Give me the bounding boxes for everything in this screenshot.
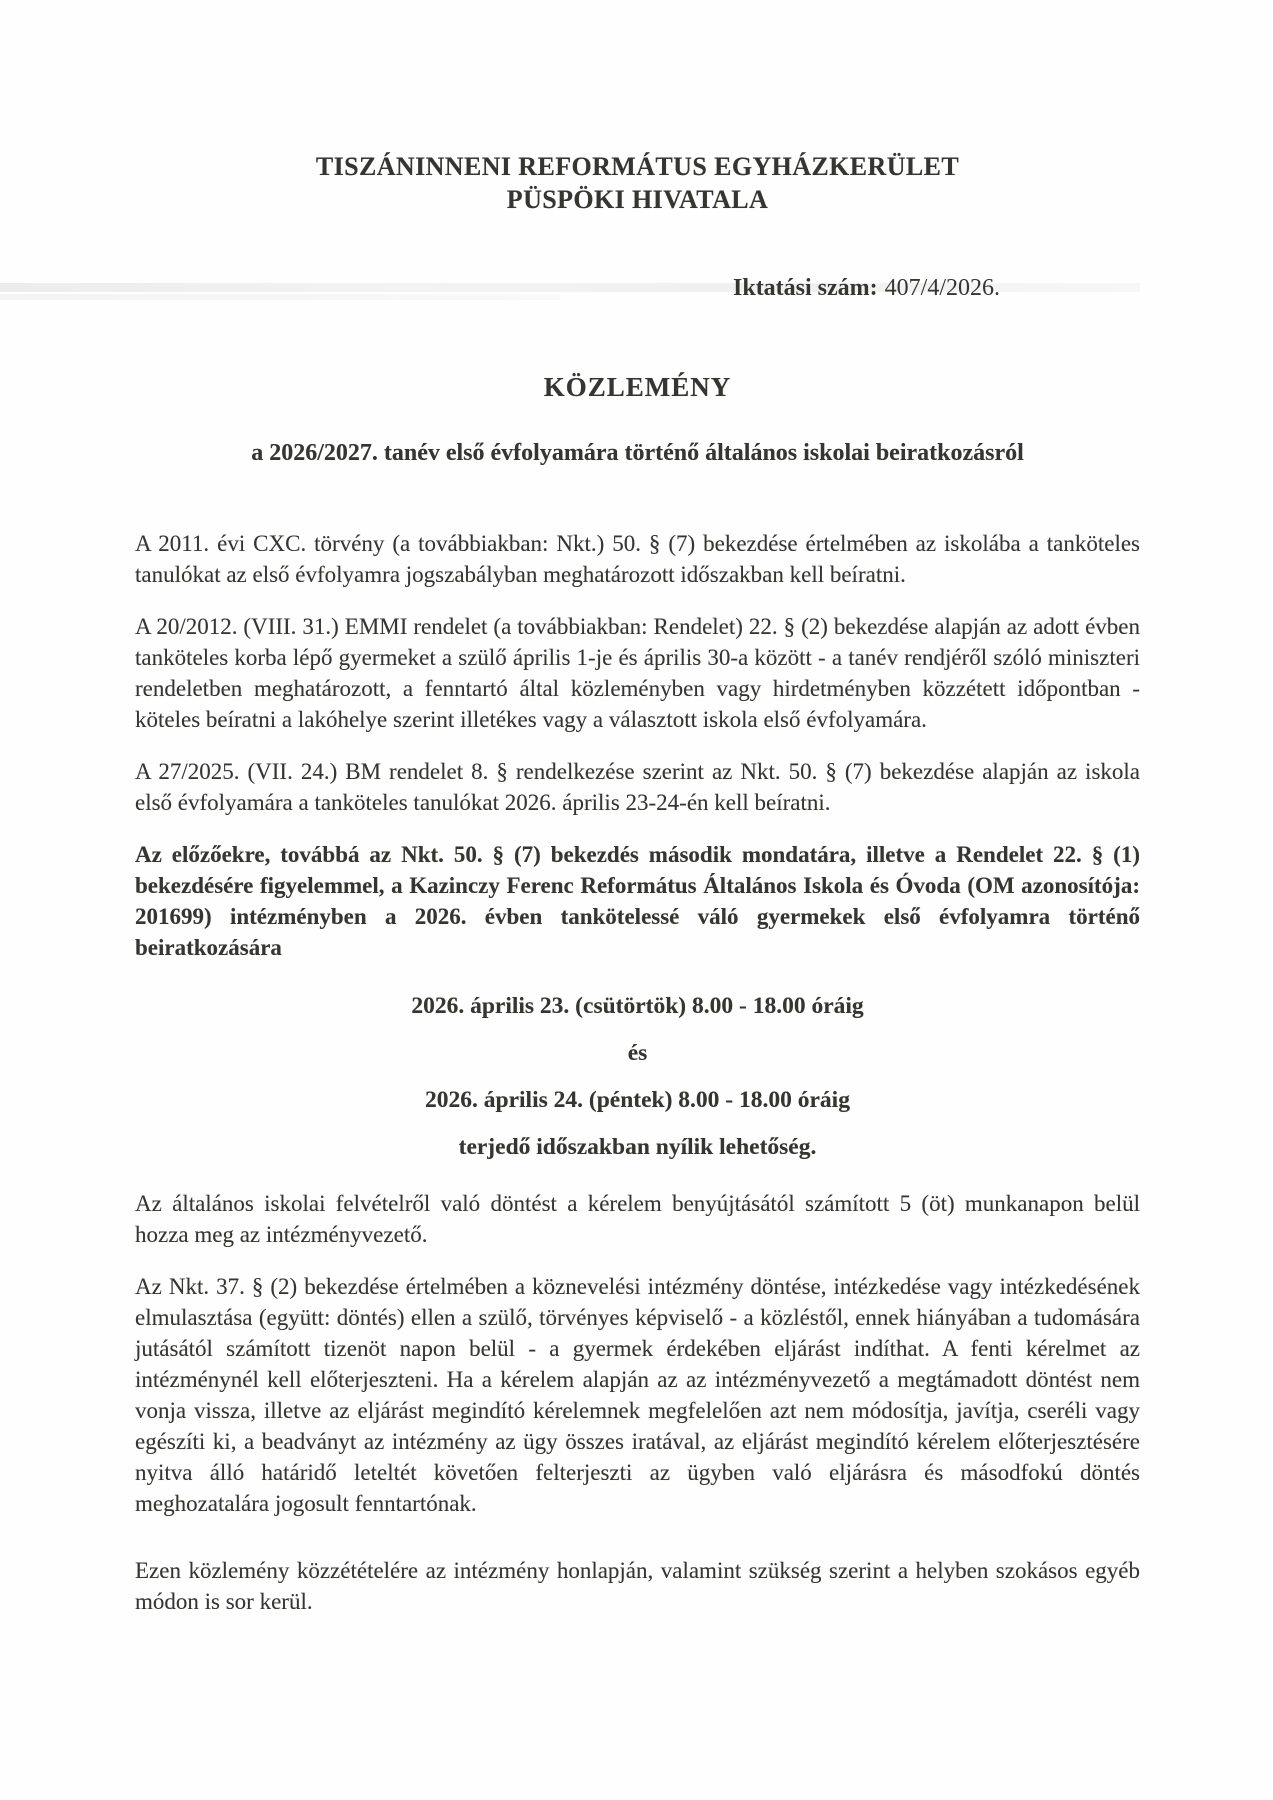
letterhead-office-name: PÜSPÖKI HIVATALA xyxy=(506,185,769,214)
letterhead xyxy=(135,150,1140,216)
paragraph-appeal-procedure: Az Nkt. 37. § (2) bekezdése értelmében a köznevelési intézmény döntése, intézkedése vagy intézkedésének elmulasztása (együtt: döntés) ellen a szülő, törvényes képviselő - a közléstől, ennek hiányában a tudomására jutásától számított tizenöt napon belül - a gyermek érdekében eljárást indíthat. A fenti kérelmet az intézménynél kell előterjeszteni. Ha a kérelem alapján az az intézményvezető a megtámadott döntést nem vonja vissza, illetve az eljárást megindító kérelemnek megfelelően azt nem módosítja, javítja, cseréli vagy egészíti ki, a beadványt az intézmény az ügy összes iratával, az eljárást megindító kérelem előterjesztésére nyitva álló határidő leteltét követően felterjeszti az ügyben való eljárásra és másodfokú döntés meghozatalára jogosult fenntartónak. xyxy=(135,1274,1140,1516)
paragraph-bm-decree: A 27/2025. (VII. 24.) BM rendelet 8. § rendelkezése szerint az Nkt. 50. § (7) bekezdése alapján az iskola első évfolyamára a tanköteles tanulókat 2026. április 23-24-én kell beíratni. xyxy=(135,759,1140,815)
schedule-closing: terjedő időszakban nyílik lehetőség. xyxy=(458,1134,817,1160)
paragraph-law-cxc: A 2011. évi CXC. törvény (a továbbiakban: Nkt.) 50. § (7) bekezdése értelmében az iskolába a tanköteles tanulókat az első évfolyamra jogszabályban meghatározott időszakban kell beíratni. xyxy=(135,531,1140,587)
letterhead-org-name: TISZÁNINNENI REFORMÁTUS EGYHÁZKERÜLET xyxy=(315,152,960,181)
paragraph-emmi-decree: A 20/2012. (VIII. 31.) EMMI rendelet (a továbbiakban: Rendelet) 22. § (2) bekezdése alapján az adott évben tanköteles korba lépő gyermeket a szülő április 1-je és április 30-a között - a tanév rendjéről szóló miniszteri rendeletben meghatározott, a fenntartó által közleményben vagy hirdetményben közzétett időpontban - köteles beíratni a lakóhelye szerint illetékes vagy a választott iskola első évfolyamára. xyxy=(135,614,1140,732)
schedule-date-2: 2026. április 24. (péntek) 8.00 - 18.00 óráig xyxy=(425,1087,850,1113)
registration-number-line xyxy=(135,274,1140,302)
document-title: KÖZLEMÉNY xyxy=(543,372,732,402)
document-content xyxy=(135,150,1140,1617)
schedule-date-1: 2026. április 23. (csütörtök) 8.00 - 18.00 óráig xyxy=(411,993,864,1019)
registration-number-label: Iktatási szám: xyxy=(733,275,878,301)
document-subtitle: a 2026/2027. tanév első évfolyamára történő általános iskolai beiratkozásról xyxy=(251,440,1024,466)
enrollment-schedule xyxy=(135,991,1140,1162)
paragraph-publication: Ezen közlemény közzétételére az intézmény honlapján, valamint szükség szerint a helyben szokásos egyéb módon is sor kerül. xyxy=(135,1558,1140,1614)
paragraph-enrollment-announcement: Az előzőekre, továbbá az Nkt. 50. § (7) bekezdés második mondatára, illetve a Rendelet 22. § (1) bekezdésére figyelemmel, a Kazinczy Ferenc Református Általános Iskola és Óvoda (OM azonosítója: 201699) intézményben a 2026. évben tankötelessé váló gyermekek első évfolyamra történő beiratkozására xyxy=(135,842,1140,960)
schedule-conjunction: és xyxy=(627,1040,648,1066)
registration-number-value: 407/4/2026. xyxy=(884,275,1000,301)
paragraph-decision-deadline: Az általános iskolai felvételről való döntést a kérelem benyújtásától számított 5 (öt) munkanapon belül hozza meg az intézményvezető. xyxy=(135,1191,1140,1247)
